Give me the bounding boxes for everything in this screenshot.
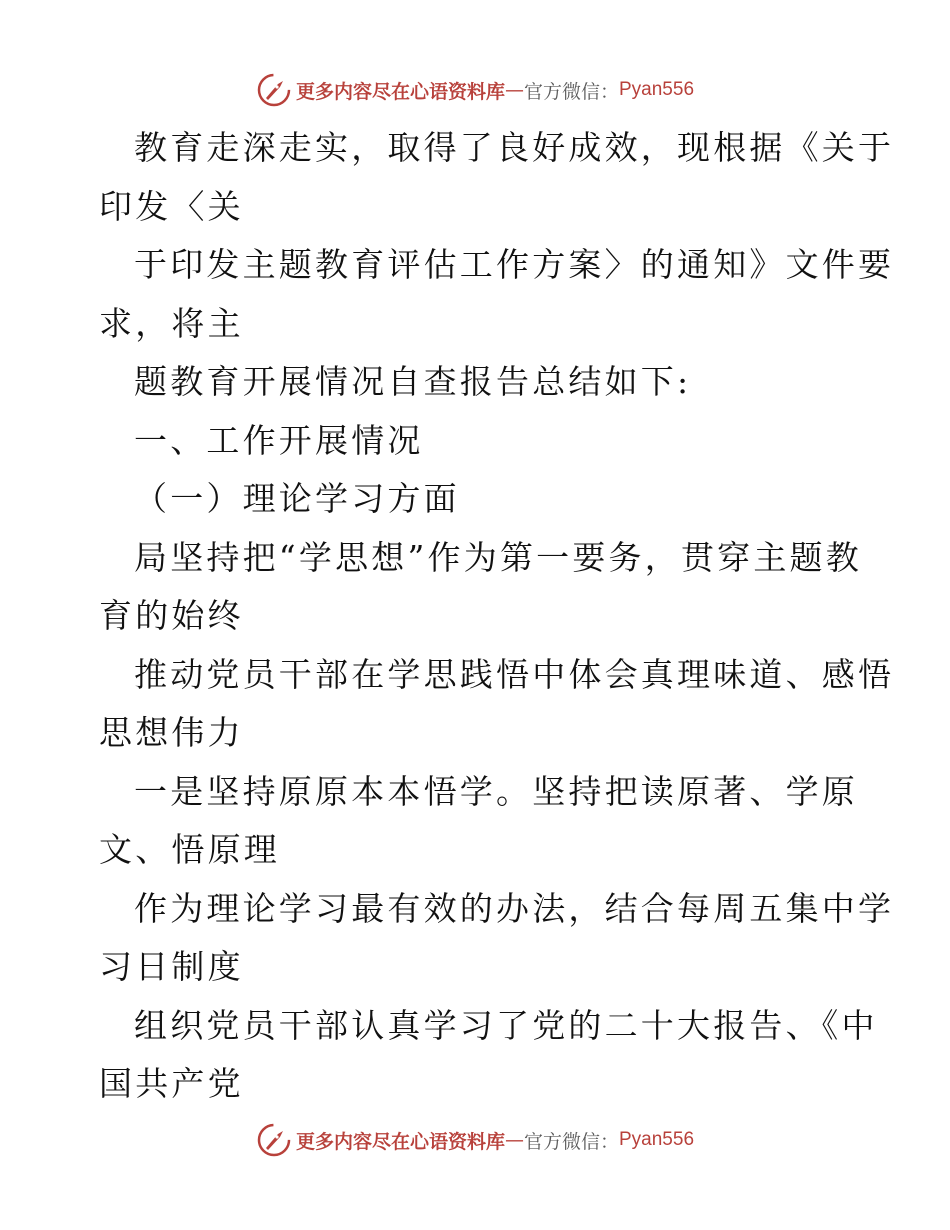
watermark-wechat-id: Pyan556 [619,79,695,100]
header-watermark [0,70,950,110]
paragraph-line: 局坚持把“学思想”作为第一要务，贯穿主题教 [134,537,862,577]
watermark-dash: — [504,79,524,101]
watermark-brand-text: 更多内容尽在心语资料库 [295,80,505,103]
paragraph-line: 一是坚持原原本本悟学。坚持把读原著、学原 [134,771,858,811]
paragraph-line: 题教育开展情况自查报告总结如下: [134,362,692,401]
watermark-wechat-id: Pyan556 [619,1129,695,1150]
paragraph-line: 推动党员干部在学思践悟中体会真理味道、感悟 [134,654,895,694]
paragraph-line: 文、悟原理 [99,830,280,869]
paragraph-line: 求，将主 [99,303,244,343]
paragraph-line: 思想伟力 [99,713,244,752]
watermark-brand-text: 更多内容尽在心语资料库 [295,1130,505,1153]
watermark-wechat-label: 官方微信： [523,1130,619,1153]
paragraph-line: 一、工作开展情况 [134,420,424,460]
paragraph-line: 教育走深走实，取得了良好成效，现根据《关于 [134,128,895,167]
paragraph-line: 国共产党 [99,1064,244,1103]
paragraph-line: 印发〈关 [99,186,244,226]
watermark-dash: — [504,1129,524,1151]
watermark-wechat-label: 官方微信： [523,80,619,103]
paragraph-line: （一）理论学习方面 [134,479,460,518]
paragraph-line: 习日制度 [99,947,244,986]
paragraph-line: 组织党员干部认真学习了党的二十大报告、《中 [134,1005,878,1045]
footer-watermark [0,1120,950,1160]
paragraph-line: 于印发主题教育评估工作方案〉的通知》文件要 [134,245,895,284]
pen-nib-logo-icon [256,72,292,108]
paragraph-line: 作为理论学习最有效的办法，结合每周五集中学 [134,888,895,928]
pen-nib-logo-icon [256,1122,292,1158]
paragraph-line: 育的始终 [99,596,244,635]
